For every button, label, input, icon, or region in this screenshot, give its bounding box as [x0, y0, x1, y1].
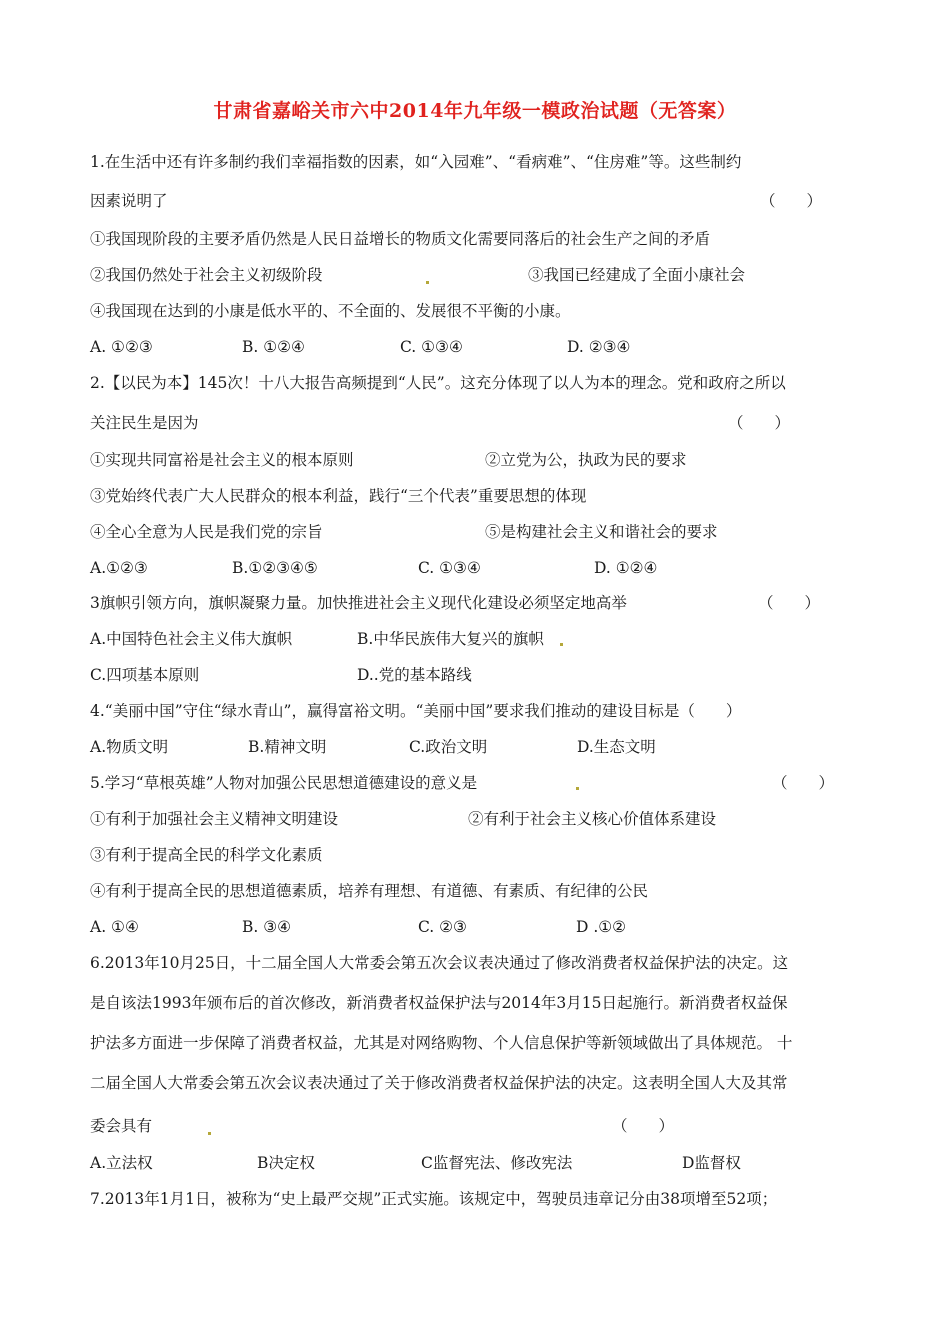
q1-item4: ④我国现在达到的小康是低水平的、不全面的、发展很不平衡的小康。 [90, 302, 571, 320]
q2-option-d: D. ①②④ [594, 559, 658, 577]
exam-title: 甘肃省嘉峪关市六中2014年九年级一模政治试题（无答案） [213, 100, 737, 122]
q6-option-d: D监督权 [682, 1154, 741, 1172]
q3-option-b: B.中华民族伟大复兴的旗帜 [357, 630, 544, 648]
q3-answer-bracket: （ ） [758, 594, 821, 612]
stray-mark [426, 281, 429, 284]
q2-stem-line2: 关注民生是因为 [90, 414, 199, 432]
q5-option-a: A. ①④ [90, 918, 139, 936]
stray-mark [560, 643, 563, 646]
q6-line5: 委会具有 [90, 1117, 153, 1135]
q1-item3: ③我国已经建成了全面小康社会 [528, 266, 746, 284]
q6-option-c: C监督宪法、修改宪法 [421, 1154, 573, 1172]
q1-answer-bracket: （ ） [760, 192, 823, 210]
q3-stem: 3旗帜引领方向，旗帜凝聚力量。加快推进社会主义现代化建设必须坚定地高举 [90, 594, 627, 612]
q1-option-b: B. ①②④ [242, 338, 305, 356]
q1-option-d: D. ②③④ [567, 338, 631, 356]
q2-option-b: B.①②③④⑤ [232, 559, 318, 577]
q5-item2: ②有利于社会主义核心价值体系建设 [468, 810, 717, 828]
q1-option-a: A. ①②③ [90, 338, 153, 356]
q1-stem-line1: 1.在生活中还有许多制约我们幸福指数的因素，如“入园难”、“看病难”、“住房难”等。这些制约 [90, 153, 742, 171]
q6-line4: 二届全国人大常委会第五次会议表决通过了关于修改消费者权益保护法的决定。这表明全国人大及其常 [90, 1074, 788, 1092]
q6-line2: 是自该法1993年颁布后的首次修改，新消费者权益保护法与2014年3月15日起施行。新消费者权益保 [90, 994, 788, 1012]
q3-option-d: D..党的基本路线 [357, 666, 472, 684]
q1-item1: ①我国现阶段的主要矛盾仍然是人民日益增长的物质文化需要同落后的社会生产之间的矛盾 [90, 230, 711, 248]
q2-option-c: C. ①③④ [418, 559, 481, 577]
q5-answer-bracket: （ ） [772, 774, 835, 792]
q5-option-d: D .①② [576, 918, 627, 936]
q5-option-b: B. ③④ [242, 918, 292, 936]
q2-item5: ⑤是构建社会主义和谐社会的要求 [485, 523, 718, 541]
q5-item3: ③有利于提高全民的科学文化素质 [90, 846, 323, 864]
q2-option-a: A.①②③ [90, 559, 148, 577]
stray-mark [576, 787, 579, 790]
stray-mark [208, 1132, 211, 1135]
q7-line1: 7.2013年1月1日，被称为“史上最严交规”正式实施。该规定中，驾驶员违章记分由38项增至52项； [90, 1190, 778, 1208]
q1-stem-line2: 因素说明了 [90, 192, 168, 210]
q6-line3: 护法多方面进一步保障了消费者权益，尤其是对网络购物、个人信息保护等新领域做出了具体规范。 十 [90, 1034, 793, 1052]
q6-answer-bracket: （ ） [612, 1117, 675, 1135]
q4-stem: 4.“美丽中国”守住“绿水青山”，赢得富裕文明。“美丽中国”要求我们推动的建设目标是（ ） [90, 702, 742, 720]
q6-line1: 6.2013年10月25日，十二届全国人大常委会第五次会议表决通过了修改消费者权益保护法的决定。这 [90, 954, 789, 972]
q5-item4: ④有利于提高全民的思想道德素质，培养有理想、有道德、有素质、有纪律的公民 [90, 882, 649, 900]
q2-item3: ③党始终代表广大人民群众的根本利益，践行“三个代表”重要思想的体现 [90, 487, 587, 505]
q3-option-a: A.中国特色社会主义伟大旗帜 [90, 630, 293, 648]
q1-option-c: C. ①③④ [400, 338, 463, 356]
q2-item1: ①实现共同富裕是社会主义的根本原则 [90, 451, 354, 469]
q2-item2: ②立党为公，执政为民的要求 [485, 451, 687, 469]
q3-option-c: C.四项基本原则 [90, 666, 200, 684]
q6-option-a: A.立法权 [90, 1154, 153, 1172]
q4-option-c: C.政治文明 [409, 738, 488, 756]
q2-item4: ④全心全意为人民是我们党的宗旨 [90, 523, 323, 541]
q4-option-d: D.生态文明 [577, 738, 656, 756]
q2-stem-line1: 2.【以民为本】145次！十八大报告高频提到“人民”。这充分体现了以人为本的理念。党和政府之所以 [90, 374, 786, 392]
q5-option-c: C. ②③ [418, 918, 467, 936]
q6-option-b: B决定权 [257, 1154, 315, 1172]
q1-item2: ②我国仍然处于社会主义初级阶段 [90, 266, 323, 284]
q4-option-b: B.精神文明 [248, 738, 327, 756]
q5-stem: 5.学习“草根英雄”人物对加强公民思想道德建设的意义是 [90, 774, 478, 792]
q5-item1: ①有利于加强社会主义精神文明建设 [90, 810, 339, 828]
q2-answer-bracket: （ ） [728, 414, 791, 432]
q4-option-a: A.物质文明 [90, 738, 169, 756]
